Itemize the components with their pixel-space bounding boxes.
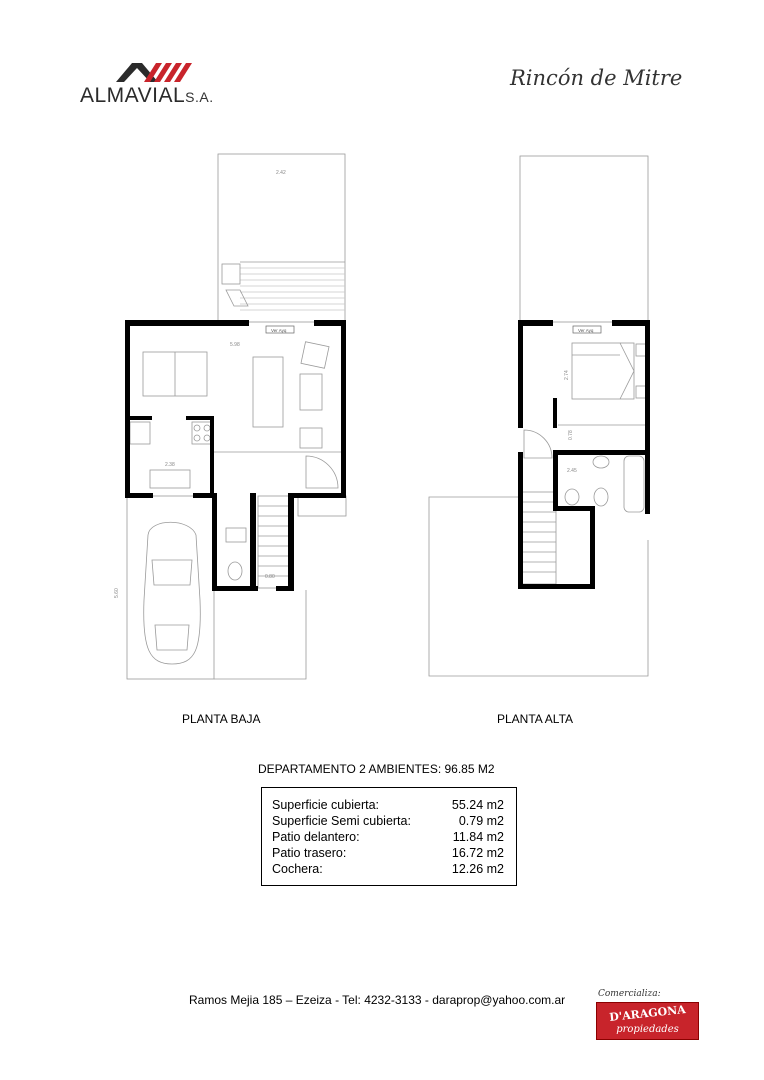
marketed-by-label: Comercializa:: [598, 989, 661, 999]
dim-kitchen: 2.38: [165, 462, 175, 468]
ground-floor-label: PLANTA BAJA: [182, 712, 261, 726]
logo-suffix-text: S.A.: [185, 89, 214, 105]
area-value: 0.79 m2: [458, 814, 504, 828]
dim-garage: 5.60: [114, 588, 120, 598]
area-label: Superficie Semi cubierta:: [272, 814, 411, 828]
sofa: [253, 357, 283, 427]
dim-hall: 0.80: [265, 574, 275, 580]
rear-patio-outline: [218, 154, 345, 322]
logo-main-text: ALMAVIAL: [80, 84, 186, 107]
car-drawing: [144, 522, 201, 664]
dim-stair: 0.78: [568, 430, 574, 440]
agency-sub: propiedades: [616, 1024, 679, 1035]
double-bed: [572, 343, 634, 399]
area-label: Cochera:: [272, 862, 323, 876]
areas-table: [261, 787, 517, 886]
window-tag-upper: Ver Ayq: [578, 328, 594, 333]
upper-floor-label: PLANTA ALTA: [497, 712, 574, 726]
dim-living: 5.98: [230, 342, 240, 348]
garage-outline: [127, 496, 214, 679]
kitchen-sink: [150, 470, 190, 488]
area-value: 11.84 m2: [452, 830, 504, 844]
project-name: Rincón de Mitre: [510, 66, 683, 90]
bidet-upper: [565, 489, 579, 505]
agency-name: D'ARAGONA: [608, 1003, 687, 1024]
toilet-upper: [594, 488, 608, 506]
agency-badge: [596, 1002, 699, 1040]
contact-info: Ramos Mejia 185 – Ezeiza - Tel: 4232-3133 - daraprop@yahoo.com.ar: [189, 993, 566, 1007]
area-value: 12.26 m2: [451, 862, 504, 876]
stairs-ground: [258, 496, 292, 588]
area-label: Superficie cubierta:: [272, 798, 380, 812]
area-value: 16.72 m2: [451, 846, 504, 860]
dim-rear-patio: 2.42: [276, 170, 286, 176]
stairs-upper: [520, 492, 556, 584]
area-value: 55.24 m2: [451, 798, 504, 812]
area-label: Patio delantero:: [272, 830, 360, 844]
upper-terrace-outline: [520, 156, 648, 322]
dim-bedroom: 2.74: [564, 370, 570, 380]
dim-bath: 2.45: [567, 468, 577, 474]
bathtub: [624, 456, 644, 512]
toilet-ground: [228, 562, 242, 580]
area-label: Patio trasero:: [272, 846, 347, 860]
apartment-title: DEPARTAMENTO 2 AMBIENTES: 96.85 M2: [258, 762, 495, 776]
window-tag-ground: Ver Ayq: [271, 328, 287, 333]
